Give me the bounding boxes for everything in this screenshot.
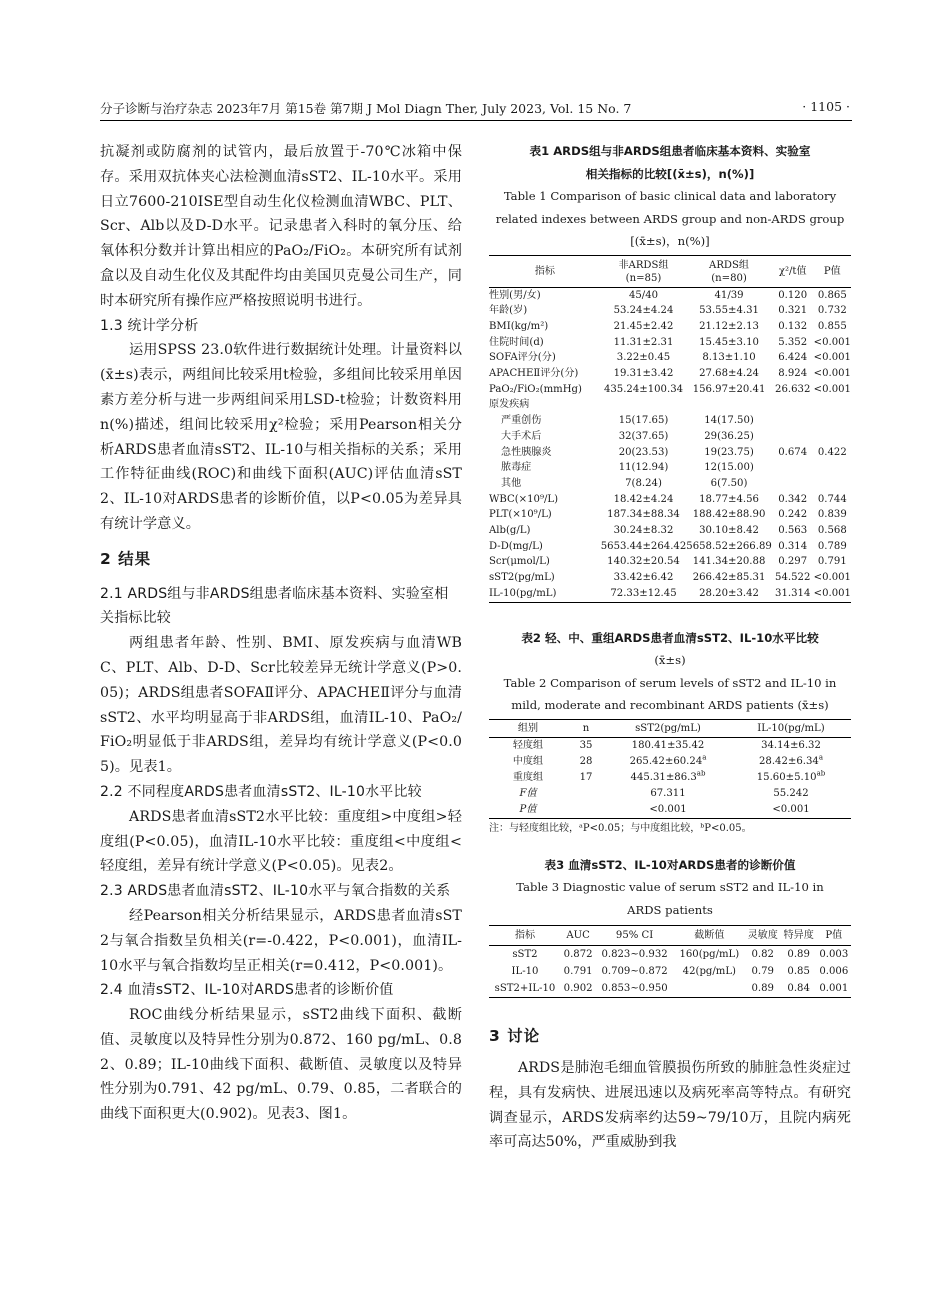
table3-cell: 0.709~0.872	[601, 966, 668, 978]
f-sst2: 67.311	[650, 787, 686, 799]
table1-caption-en-line2: related indexes between ARDS group and non-ARDS group	[495, 211, 845, 226]
table2-row-f-stat	[489, 786, 851, 802]
p-value: <0.001	[813, 352, 851, 364]
sst2-value	[605, 754, 731, 770]
table3-header-cell: 指标	[514, 930, 536, 942]
stat-value: 31.314	[775, 587, 811, 599]
row-label: Alb(g/L)	[489, 525, 531, 537]
table1-header-row	[489, 255, 851, 287]
il10-value	[731, 770, 851, 786]
group-n: 28	[579, 755, 593, 767]
row-label: 年龄(岁)	[489, 305, 528, 317]
table3-cell: 0.001	[819, 983, 849, 995]
heading-results: 2 结果	[100, 549, 152, 568]
table3-caption-cn	[489, 854, 851, 877]
ards-value: 18.77±4.56	[699, 493, 759, 505]
table1-caption-en-line3: [(x̄±s)，n(%)]	[630, 234, 710, 248]
paragraph-2-4: ROC曲线分析结果显示，sST2曲线下面积、截断值、灵敏度以及特异性分别为0.872、160 pg/mL、0.82、0.89；IL-10曲线下面积、截断值、灵敏度以及特异性分别为0.791、42 pg/mL、0.79、0.85，二者联合的曲线下面积更大(0.902)。见表3、图1。	[100, 1007, 462, 1123]
table1-row	[489, 570, 851, 586]
empty-cell	[814, 413, 851, 429]
stat-value: 0.297	[778, 556, 808, 568]
group-name: 重度组	[512, 771, 544, 783]
p-value: 0.839	[817, 509, 847, 521]
ards-value: 53.55±4.31	[699, 305, 759, 317]
il10-marker: a	[818, 753, 824, 762]
table1-header-p: P值	[823, 266, 841, 277]
table2-header-row	[489, 719, 851, 737]
table1-row-disease	[489, 460, 851, 476]
non-ards-value: 19.31±3.42	[613, 368, 674, 380]
non-ards-value: 187.34±88.34	[607, 509, 680, 521]
row-label: sST2(pg/mL)	[489, 572, 555, 584]
il10-value	[731, 754, 851, 770]
row-label: 住院时间(d)	[489, 336, 544, 348]
header-ards-label: ARDS组	[709, 259, 750, 271]
table1-row	[489, 586, 851, 602]
table3-header-cell: 截断值	[694, 930, 725, 942]
p-value: 0.568	[817, 525, 847, 537]
table3-cell: 160(pg/mL)	[679, 949, 740, 961]
heading-1-3: 1.3 统计学分析	[100, 317, 199, 334]
empty-cell	[772, 429, 814, 445]
paragraph-methods-end: 抗凝剂或防腐剂的试管内，最后放置于-70℃冰箱中保存。采用双抗体夹心法检测血清sST2、IL-10水平。采用日立7600-210ISE型自动生化仪检测血清WBC、PLT、Scr、Alb以及D-D水平。记录患者入科时的氧分压、给氧体积分数并计算出相应的PaO₂/FiO₂。本研究所有试剂盒以及自动生化仪及其配件均由美国贝克曼公司生产，同时本研究所有操作应严格按照说明书进行。	[100, 144, 462, 309]
table1-row-disease	[489, 429, 851, 445]
non-ards-value: 32(37.65)	[618, 430, 669, 442]
table3-header-cell: AUC	[566, 930, 590, 942]
row-label: WBC(×10⁹/L)	[489, 493, 559, 505]
empty-cell	[814, 460, 851, 476]
table3	[489, 925, 851, 998]
p-value: 0.791	[817, 556, 847, 568]
row-label: 大手术后	[501, 430, 542, 442]
empty-cell	[601, 397, 687, 413]
table1-row-disease-label	[489, 397, 851, 413]
f-label: F值	[519, 787, 537, 799]
table1	[489, 255, 851, 603]
row-label: PLT(×10⁹/L)	[489, 509, 552, 521]
table3-cell: 0.79	[751, 966, 774, 978]
row-label: Scr(μmol/L)	[489, 556, 550, 568]
table3-cell: 0.82	[751, 949, 774, 961]
journal-info: 分子诊断与治疗杂志 2023年7月 第15卷 第7期 J Mol Diagn Ther, July 2023, Vol. 15 No. 7	[100, 101, 632, 116]
table1-header-ards	[686, 255, 772, 287]
non-ards-value: 20(23.53)	[618, 446, 669, 458]
group-n: 35	[579, 739, 593, 751]
table3-cell: 0.902	[563, 983, 593, 995]
table3-cell: 0.003	[819, 949, 849, 961]
table1-row	[489, 554, 851, 570]
table2-caption-en-line2: mild, moderate and recombinant ARDS patients (x̄±s)	[511, 698, 829, 713]
p-il10: <0.001	[772, 803, 810, 815]
stat-value: 6.424	[778, 352, 808, 364]
table1-header-index: 指标	[534, 266, 555, 277]
table1-caption-en	[489, 185, 851, 253]
table1-row-disease	[489, 413, 851, 429]
table3-header-cell: 95% CI	[615, 930, 654, 942]
il10-number: 28.42±6.34	[758, 755, 819, 767]
header-ards-n: (n=80)	[711, 272, 747, 284]
row-label: PaO₂/FiO₂(mmHg)	[489, 383, 582, 395]
group-n: 17	[579, 771, 593, 783]
table3-cell	[674, 980, 745, 998]
table3-cell: 0.85	[787, 966, 810, 978]
table3-caption-en-line1: Table 3 Diagnostic value of serum sST2 and IL-10 in	[516, 880, 824, 895]
table1-caption-cn-line1: 表1 ARDS组与非ARDS组患者临床基本资料、实验室	[529, 144, 811, 158]
ards-value: 12(15.00)	[704, 462, 754, 474]
ards-value: 6(7.50)	[710, 477, 748, 489]
stat-value: 8.924	[778, 368, 808, 380]
running-header	[100, 97, 852, 121]
table1-caption-cn	[489, 140, 851, 185]
il10-marker: ab	[816, 769, 826, 778]
empty-cell	[814, 476, 851, 492]
ards-value: 27.68±4.24	[699, 368, 759, 380]
table1-row	[489, 492, 851, 508]
stat-value: 26.632	[775, 383, 811, 395]
non-ards-value: 45/40	[628, 289, 659, 301]
stat-value: 0.120	[778, 289, 808, 301]
table2-row	[489, 770, 851, 786]
p-value: 0.789	[817, 540, 847, 552]
non-ards-value: 435.24±100.34	[603, 383, 684, 395]
stat-value: 0.242	[778, 509, 808, 521]
table3-header-cell: 特异度	[783, 930, 814, 942]
table1-row	[489, 303, 851, 319]
table2-header-n: n	[582, 722, 590, 734]
row-label: APACHEⅡ评分(分)	[489, 368, 579, 380]
row-label: 严重创伤	[501, 415, 542, 427]
ards-value: 29(36.25)	[704, 430, 754, 442]
table3-header-cell: P值	[825, 930, 843, 942]
page-number: · 1105 ·	[802, 99, 850, 114]
sst2-value	[605, 737, 731, 754]
ards-value: 21.12±2.13	[699, 320, 759, 332]
table1-caption-en-line1: Table 1 Comparison of basic clinical data and laboratory	[503, 189, 837, 203]
ards-value: 8.13±1.10	[702, 352, 756, 364]
table3-cell: 0.84	[787, 983, 810, 995]
non-ards-value: 11(12.94)	[618, 462, 669, 474]
table2-header-group: 组别	[517, 722, 539, 734]
sst2-number: 265.42±60.24	[629, 755, 703, 767]
p-value: <0.001	[813, 368, 851, 380]
table3-cell: 0.791	[563, 966, 593, 978]
table2-header-il10: IL-10(pg/mL)	[757, 722, 825, 734]
non-ards-value: 3.22±0.45	[616, 352, 671, 364]
paragraph-discussion: ARDS是肺泡毛细血管膜损伤所致的肺脏急性炎症过程，具有发病快、进展迅速以及病死率高等特点。有研究调查显示，ARDS发病率约达59~79/10万，且院内病死率可高达50%，严重威胁到我	[489, 1060, 851, 1151]
table3-cell: sST2	[512, 949, 538, 961]
empty-cell	[686, 397, 772, 413]
table3-cell: 0.872	[563, 949, 593, 961]
ards-value: 28.20±3.42	[699, 587, 759, 599]
empty-cell	[567, 786, 605, 802]
p-value: <0.001	[813, 587, 851, 599]
sst2-number: 180.41±35.42	[631, 739, 705, 751]
table3-cell: IL-10	[511, 966, 539, 978]
paragraph-statistics: 运用SPSS 23.0软件进行数据统计处理。计量资料以(x̄±s)表示，两组间比较采用t检验，多组间比较采用单因素方差分析与进一步两组间采用LSD-t检验；计数资料用n(%)描述，组间比较采用χ²检验；采用Pearson相关分析ARDS患者血清sST2、IL-10与相关指标的关系；采用工作特征曲线(ROC)和曲线下面积(AUC)评估血清sST2、IL-10对ARDS患者的诊断价值，以P<0.05为差异具有统计学意义。	[100, 342, 462, 532]
stat-value: 0.132	[778, 320, 808, 332]
non-ards-value: 53.24±4.24	[613, 305, 674, 317]
empty-cell	[772, 460, 814, 476]
stat-value: 0.321	[778, 305, 808, 317]
table3-cell: sST2+IL-10	[494, 983, 556, 995]
heading-discussion: 3 讨论	[489, 1027, 541, 1046]
row-label: 其他	[501, 477, 522, 489]
table1-header-stat: χ²/t值	[778, 266, 807, 277]
paragraph-2-2: ARDS患者血清sST2水平比较：重度组>中度组>轻度组(P<0.05)，血清IL-10水平比较：重度组<中度组<轻度组，差异有统计学意义(P<0.05)。见表2。	[100, 808, 462, 875]
stat-value: 0.563	[778, 525, 808, 537]
sst2-number: 445.31±86.3	[630, 771, 697, 783]
ards-value: 19(23.75)	[704, 446, 754, 458]
p-label: P值	[519, 803, 537, 815]
non-ards-value: 33.42±6.42	[613, 572, 674, 584]
p-value: <0.001	[813, 336, 851, 348]
paragraph-2-1: 两组患者年龄、性别、BMI、原发疾病与血清WBC、PLT、Alb、D-D、Scr比较差异无统计学意义(P>0.05)；ARDS组患者SOFAⅡ评分、APACHEⅡ评分与血清sST2、水平均明显高于非ARDS组，血清IL-10、PaO₂/FiO₂明显低于非ARDS组，差异均有统计学意义(P<0.05)。见表1。	[100, 635, 462, 776]
table1-row	[489, 287, 851, 303]
row-label: 脓毒症	[501, 462, 532, 474]
right-column	[489, 140, 851, 1155]
table2-row-p-stat	[489, 802, 851, 819]
row-label: IL-10(pg/mL)	[489, 587, 557, 599]
table2-caption-cn-line2: (x̄±s)	[654, 653, 686, 668]
p-value: 0.855	[817, 320, 847, 332]
table3-row	[489, 946, 851, 964]
group-name: 中度组	[512, 755, 544, 767]
table1-caption-cn-line2: 相关指标的比较[(x̄±s)，n(%)]	[585, 166, 755, 181]
stat-value: 5.352	[778, 336, 808, 348]
f-il10: 55.242	[773, 787, 809, 799]
sst2-marker: a	[702, 753, 707, 762]
paragraph-2-3: 经Pearson相关分析结果显示，ARDS患者血清sST2与氧合指数呈负相关(r=-0.422，P<0.001)，血清IL-10水平与氧合指数均呈正相关(r=0.412，P<0.001)。	[100, 907, 462, 974]
non-ards-value: 72.33±12.45	[610, 587, 677, 599]
table2	[489, 719, 851, 819]
non-ards-value: 15(17.65)	[618, 415, 669, 427]
empty-cell	[772, 413, 814, 429]
row-label: 急性胰腺炎	[501, 446, 552, 458]
empty-cell	[814, 397, 851, 413]
heading-2-3: 2.3 ARDS患者血清sST2、IL-10水平与氧合指数的关系	[100, 883, 451, 900]
p-value: 0.422	[817, 446, 847, 458]
table3-cell: 0.89	[787, 949, 810, 961]
ards-value: 41/39	[714, 289, 744, 301]
sst2-marker: ab	[696, 769, 706, 778]
non-ards-value: 30.24±8.32	[613, 525, 674, 537]
p-value: 0.732	[817, 305, 847, 317]
table1-row	[489, 539, 851, 555]
non-ards-value: 7(8.24)	[625, 477, 662, 489]
row-label: 原发疾病	[489, 399, 530, 411]
table1-row	[489, 523, 851, 539]
table1-row-disease	[489, 445, 851, 461]
ards-value: 141.34±20.88	[692, 556, 766, 568]
non-ards-value: 5653.44±264.42	[600, 540, 687, 552]
empty-cell	[772, 476, 814, 492]
ards-value: 15.45±3.10	[699, 336, 759, 348]
stat-value: 0.342	[778, 493, 808, 505]
p-value: <0.001	[813, 383, 851, 395]
p-value: 0.865	[817, 289, 847, 301]
table3-row	[489, 980, 851, 998]
ards-value: 266.42±85.31	[692, 572, 766, 584]
header-non-ards-n: (n=85)	[625, 272, 662, 284]
table1-row-disease	[489, 476, 851, 492]
empty-cell	[772, 397, 814, 413]
non-ards-value: 18.42±4.24	[613, 493, 674, 505]
table1-row	[489, 319, 851, 335]
non-ards-value: 21.45±2.42	[613, 320, 674, 332]
header-non-ards-label: 非ARDS组	[618, 259, 669, 271]
stat-value: 0.674	[778, 446, 808, 458]
table1-header-non-ards	[601, 255, 687, 287]
table3-cell: 0.823~0.932	[601, 949, 668, 961]
ards-value: 14(17.50)	[704, 415, 754, 427]
il10-number: 15.60±5.10	[756, 771, 817, 783]
empty-cell	[567, 802, 605, 819]
table2-caption-en-line1: Table 2 Comparison of serum levels of sST2 and IL-10 in	[503, 675, 837, 690]
ards-value: 5658.52±266.89	[686, 540, 772, 552]
table3-caption-cn-line: 表3 血清sST2、IL-10对ARDS患者的诊断价值	[544, 857, 796, 872]
table2-row	[489, 754, 851, 770]
table3-cell: 42(pg/mL)	[682, 966, 736, 978]
p-value: <0.001	[813, 572, 851, 584]
row-label: SOFA评分(分)	[489, 352, 556, 364]
table3-caption-en	[489, 876, 851, 921]
heading-2-1: 2.1 ARDS组与非ARDS组患者临床基本资料、实验室相关指标比较	[100, 585, 449, 627]
table1-row	[489, 335, 851, 351]
table3-cell: 0.89	[751, 983, 774, 995]
stat-value: 0.314	[778, 540, 808, 552]
non-ards-value: 140.32±20.54	[607, 556, 680, 568]
p-value: 0.744	[817, 493, 847, 505]
heading-2-2: 2.2 不同程度ARDS患者血清sST2、IL-10水平比较	[100, 783, 422, 800]
non-ards-value: 11.31±2.31	[613, 336, 674, 348]
table2-header-sst2: sST2(pg/mL)	[635, 722, 701, 734]
table2-caption-en	[489, 672, 851, 717]
ards-value: 188.42±88.90	[692, 509, 766, 521]
left-column	[100, 140, 462, 1127]
il10-number: 34.14±6.32	[761, 739, 821, 751]
table3-row	[489, 963, 851, 980]
group-name: 轻度组	[512, 739, 544, 751]
table3-caption-en-line2: ARDS patients	[627, 902, 713, 917]
p-sst2: <0.001	[649, 803, 687, 815]
table1-row	[489, 507, 851, 523]
table2-row	[489, 737, 851, 754]
row-label: D-D(mg/L)	[489, 540, 543, 552]
table2-caption-cn-line1: 表2 轻、中、重组ARDS患者血清sST2、IL-10水平比较	[521, 630, 819, 645]
row-label: BMI(kg/m²)	[489, 320, 549, 332]
stat-value: 54.522	[775, 572, 811, 584]
sst2-value	[605, 770, 731, 786]
row-label: 性别(男/女)	[489, 289, 541, 301]
empty-cell	[814, 429, 851, 445]
table3-cell: 0.853~0.950	[601, 983, 668, 995]
il10-value	[731, 737, 851, 754]
ards-value: 30.10±8.42	[699, 525, 759, 537]
table3-cell: 0.006	[819, 966, 849, 978]
table1-row	[489, 366, 851, 382]
table2-caption-cn	[489, 627, 851, 672]
heading-2-4: 2.4 血清sST2、IL-10对ARDS患者的诊断价值	[100, 982, 394, 999]
table3-header-row	[489, 926, 851, 946]
table1-row	[489, 350, 851, 366]
ards-value: 156.97±20.41	[692, 383, 766, 395]
table3-header-cell: 灵敏度	[747, 930, 778, 942]
table1-row	[489, 382, 851, 398]
table2-footnote: 注：与轻度组比较，ᵃP<0.05；与中度组比较，ᵇP<0.05。	[489, 822, 752, 834]
